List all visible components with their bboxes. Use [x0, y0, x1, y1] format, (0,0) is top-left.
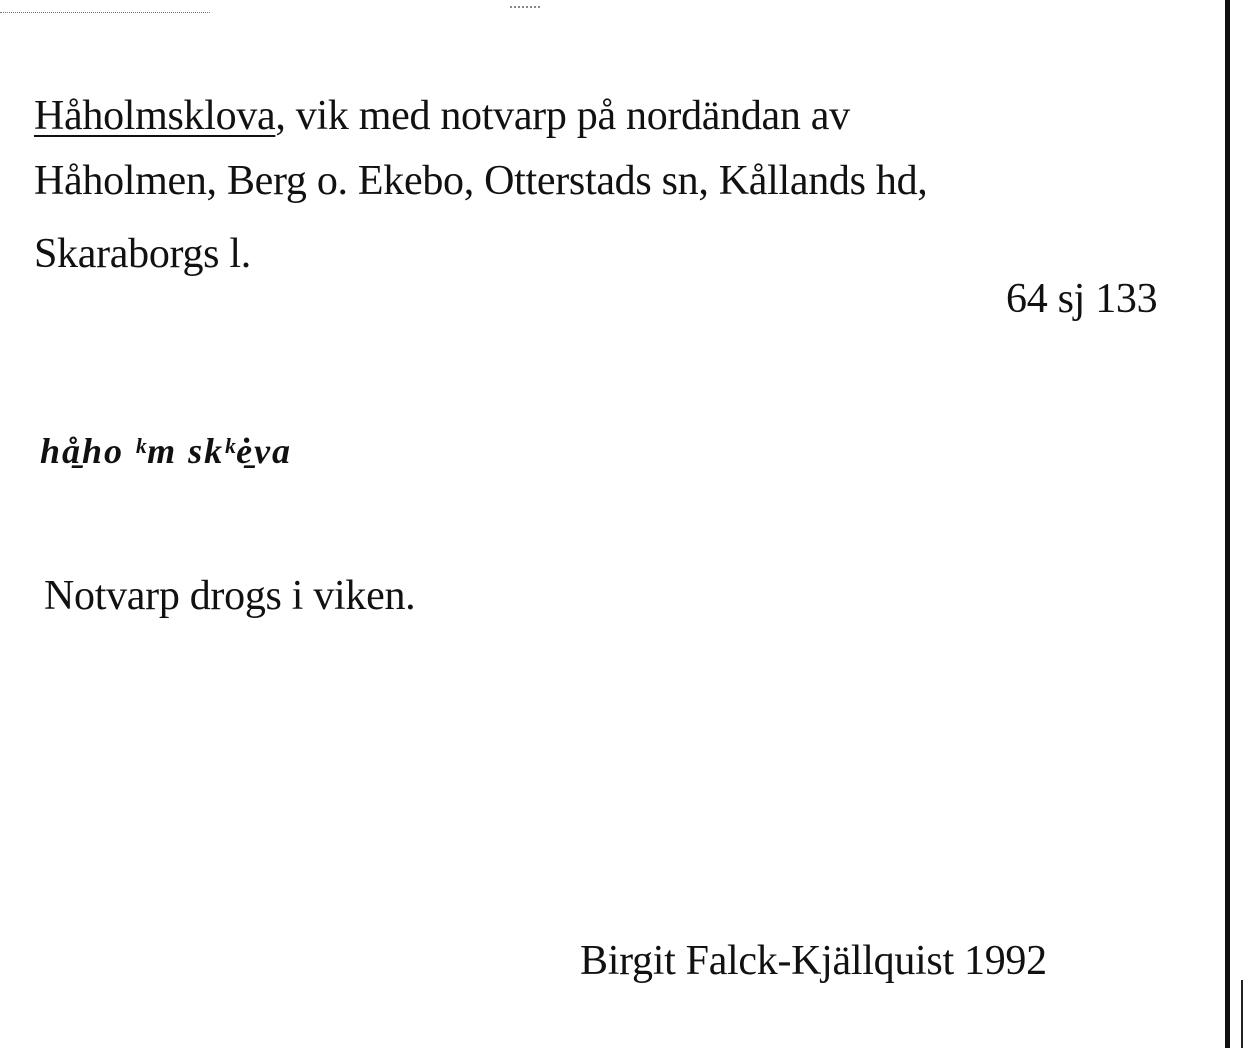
card-right-edge-mark [1241, 980, 1243, 1048]
reference-code: 64 sj 133 [1006, 276, 1158, 322]
scan-artifact-top-center [510, 6, 540, 10]
headword: Håholmsklova [34, 93, 276, 139]
note-text: Notvarp drogs i viken. [44, 573, 416, 619]
scan-artifact-top-left [0, 12, 210, 15]
card-right-edge [1225, 0, 1230, 1048]
entry-line-3: Skaraborgs l. [34, 231, 251, 277]
author-signature: Birgit Falck-Kjällquist 1992 [580, 938, 1047, 984]
entry-line-1 [34, 95, 850, 137]
entry-line-1-rest: , vik med notvarp på nordändan av [275, 93, 850, 139]
phonetic-transcription: hå̱ho ᵏm skᵏė̱va [40, 431, 293, 471]
entry-line-2: Håholmen, Berg o. Ekebo, Otterstads sn, Kållands hd, [34, 158, 928, 204]
